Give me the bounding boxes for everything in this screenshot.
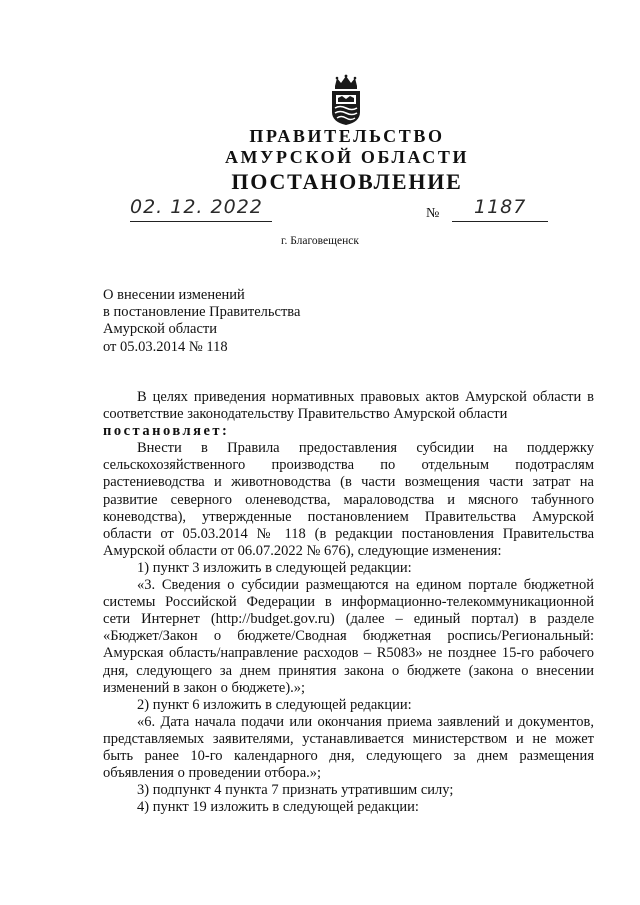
document-type-heading: ПОСТАНОВЛЕНИЕ [231, 169, 463, 194]
item-3: 3) подпункт 4 пункта 7 признать утратившим силу; [137, 782, 454, 799]
document-body [103, 389, 594, 816]
city-name: г. Благовещенск [281, 235, 359, 247]
item-1: 1) пункт 3 изложить в следующей редакции: [137, 559, 412, 576]
handwritten-number: 1187 [474, 196, 527, 218]
main-paragraph: Внести в Правила предоставления субсидии на поддержку сельскохозяйственного производства по отдельным подотраслям растениеводства и животноводства (в части возмещения части затрат на развитие северного оленеводства, мараловодства и мясного табунного коневодства), утвержденные постановлением Правительства Амурской области от 05.03.2014 № 118 (в редакции постановления Правительства Амурской области от 06.07.2022 № 676), следующие изменения: [103, 440, 594, 559]
handwritten-date: 02. 12. 2022 [130, 196, 263, 218]
resolves-text: постановляет: [103, 423, 230, 440]
resolves-word [103, 423, 594, 440]
coat-of-arms-icon [328, 74, 364, 126]
date-underline [130, 221, 272, 222]
item-2-text: «6. Дата начала подачи или окончания приема заявлений и документов, представляемых заявителями, устанавливается министерством и не может быть ранее 10-го календарного дня, следующего за днем размещения объявления о проведении отбора.»; [103, 713, 594, 782]
item-2: 2) пункт 6 изложить в следующей редакции: [137, 696, 412, 713]
title-line: в постановление Правительства [103, 304, 301, 321]
government-name-line-1: ПРАВИТЕЛЬСТВО [249, 126, 445, 146]
government-name-line-2: АМУРСКОЙ ОБЛАСТИ [224, 147, 470, 167]
number-sign: № [426, 206, 440, 221]
document-title [103, 287, 300, 356]
title-line: О внесении изменений [103, 287, 245, 303]
number-underline [452, 221, 548, 222]
intro-paragraph: В целях приведения нормативных правовых актов Амурской области в соответствие законодательству Правительство Амурской области [103, 389, 594, 423]
title-line: от 05.03.2014 № 118 [103, 338, 228, 355]
title-line: Амурской области [103, 321, 217, 338]
item-1-text: «3. Сведения о субсидии размещаются на едином портале бюджетной системы Российской Федерации в информационно-телекоммуникационной сети Интернет (http://budget.gov.ru) (далее – единый портал) в разделе «Бюджет/Закон о бюджете/Сводная бюджетная роспись/Региональный: Амурская область/направление расходов – R5083» не позднее 15-го рабочего дня, следующего за днем принятия закона о бюджете (закона о внесении изменений в закон о бюджете).»; [103, 577, 594, 696]
item-4: 4) пункт 19 изложить в следующей редакции: [137, 799, 419, 816]
